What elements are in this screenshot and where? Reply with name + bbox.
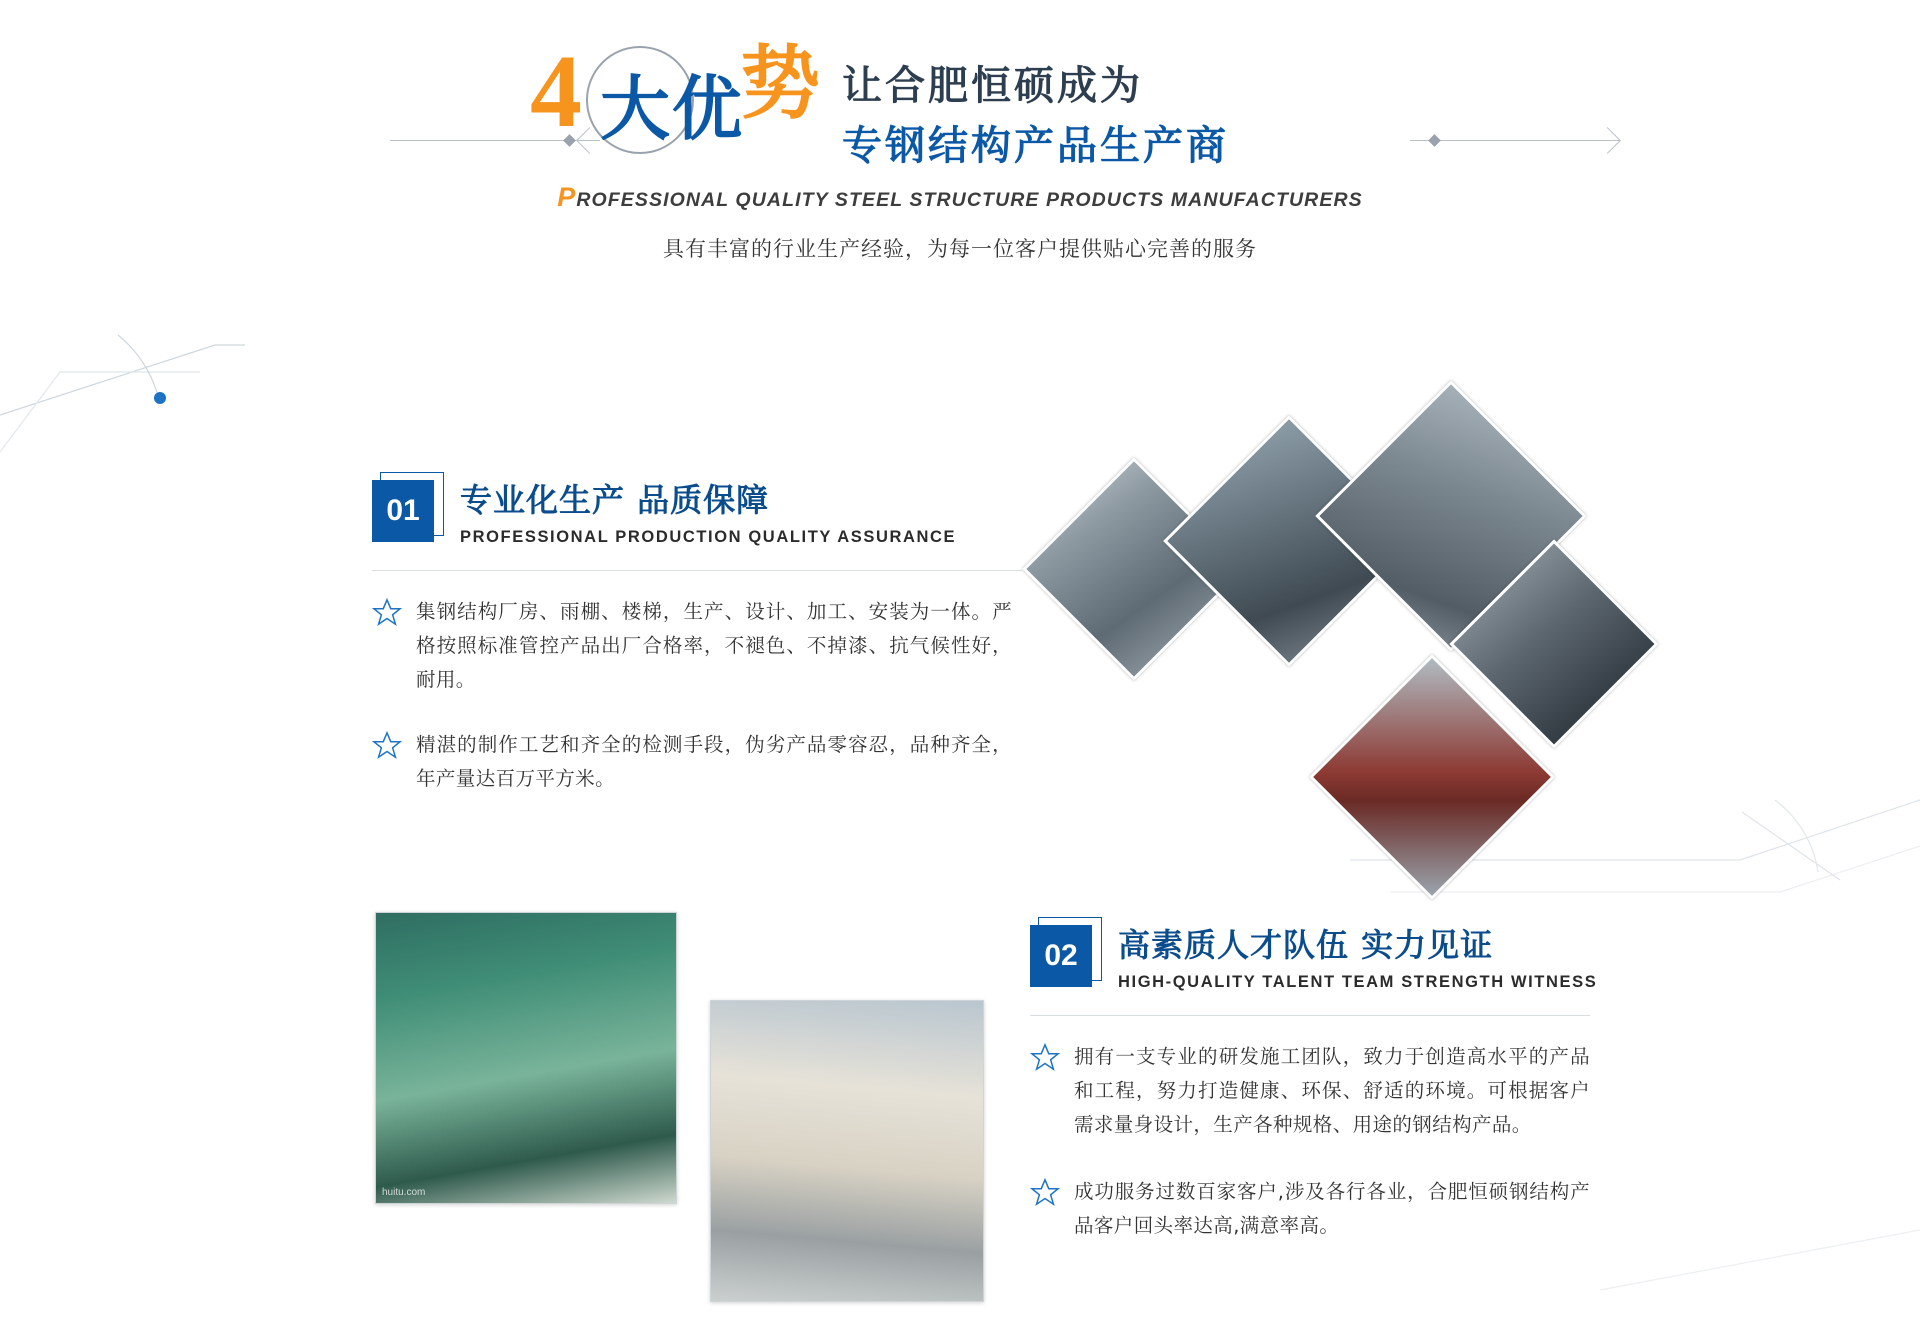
header-chevron-right-icon — [1594, 127, 1621, 154]
section-02-underline — [1030, 1015, 1590, 1016]
header-word-main: 大优 — [600, 68, 744, 150]
section-01-bullet-1 — [372, 595, 1012, 697]
section-02-badge: 02 — [1030, 925, 1092, 987]
page-header — [0, 0, 1920, 300]
section-01-underline — [372, 570, 1022, 571]
header-english-line — [410, 182, 1510, 213]
star-icon — [1030, 1177, 1060, 1207]
section-01-title-cn: 专业化生产 品质保障 — [460, 481, 770, 519]
header-title-row — [410, 34, 1510, 178]
section-01-bullet-2-text: 精湛的制作工艺和齐全的检测手段，伪劣产品零容忍，品种齐全，年产量达百万平方米。 — [416, 733, 1012, 791]
section-02-bullet-1-text: 拥有一支专业的研发施工团队，致力于创造高水平的产品和工程，努力打造健康、环保、舒适的环境。可根据客户需求量身设计，生产各种规格、用途的钢结构产品。 — [1074, 1045, 1590, 1137]
header-sub-line: 具有丰富的行业生产经验，为每一位客户提供贴心完善的服务 — [663, 237, 1257, 261]
header-slogan-line2: 专钢结构产品生产商 — [842, 123, 1229, 169]
section-02-bullet-1 — [1030, 1040, 1590, 1142]
header-english-rest: ROFESSIONAL QUALITY STEEL STRUCTURE PRODUCTS MANUFACTURERS — [576, 189, 1363, 211]
glass-canopy-photo — [375, 912, 677, 1204]
section-02-titles — [1118, 925, 1597, 992]
header-word-accent: 势 — [740, 37, 820, 130]
photo-watermark: huitu.com — [382, 1187, 426, 1198]
section-02-title-en: HIGH-QUALITY TALENT TEAM STRENGTH WITNESS — [1118, 972, 1598, 991]
header-english-first-letter: P — [557, 182, 577, 212]
section-01-bullet-1-text: 集钢结构厂房、雨棚、楼梯，生产、设计、加工、安装为一体。严格按照标准管控产品出厂合格率，不褪色、不掉漆、抗气候性好，耐用。 — [416, 600, 1012, 692]
section-02-header — [1030, 925, 1597, 992]
section-01-badge: 01 — [372, 480, 434, 542]
section-01-header — [372, 480, 956, 547]
section-01-titles — [460, 480, 956, 547]
section-02-bullet-2 — [1030, 1175, 1590, 1243]
header-big-number: 4 — [530, 34, 582, 149]
header-center-block — [410, 34, 1510, 263]
section-02-bullet-2-text: 成功服务过数百家客户,涉及各行各业，合肥恒硕钢结构产品客户回头率达高,满意率高。 — [1074, 1180, 1590, 1238]
membrane-carport-photo — [710, 1000, 984, 1302]
section-01-title-en: PROFESSIONAL PRODUCTION QUALITY ASSURANCE — [460, 527, 957, 546]
section-01-bullet-2 — [372, 728, 1012, 796]
star-icon — [1030, 1042, 1060, 1072]
header-slogan-line1: 让合肥恒硕成为 — [842, 63, 1143, 109]
star-icon — [372, 730, 402, 760]
section-02-title-cn: 高素质人才队伍 实力见证 — [1118, 926, 1494, 964]
star-icon — [372, 597, 402, 627]
